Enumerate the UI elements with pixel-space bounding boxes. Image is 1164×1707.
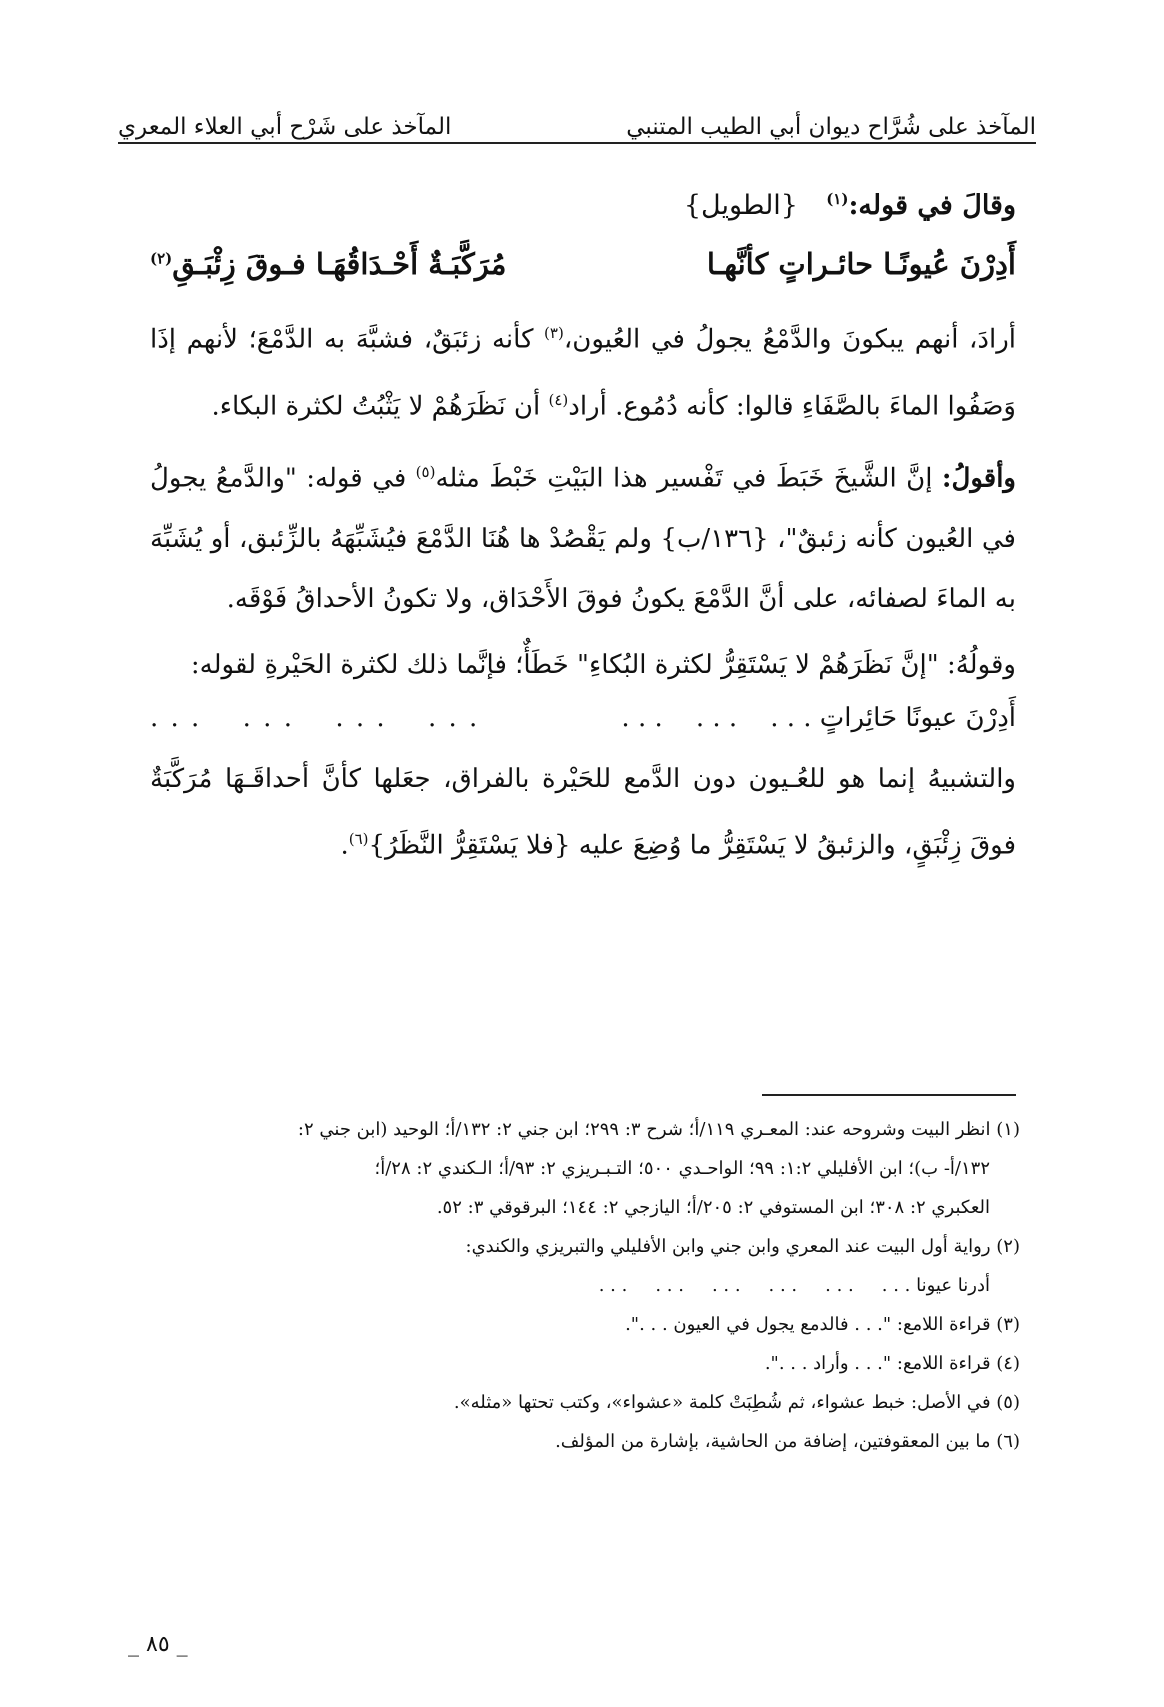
quoted-second-dots-3: . . . [242,702,294,733]
para3-text: وقولُهُ: "إنَّ نَظَرَهُمْ لا يَسْتَقِرُّ لكثرة البُكاءِ" خَطَأٌ؛ فإنَّما ذلك لكثرة الحَيْرةِ لقوله: [190,649,1016,680]
footnote-ref-5: (٥) [415,463,436,482]
footnote-ref-6: (٦) [348,829,369,848]
main-text [150,190,1016,882]
quoted-second-dots-1: . . . [427,702,480,733]
footnote-3: (٣) قراءة اللامع: ". . . فالدمع يجول في العيون . . .". [625,1314,1020,1335]
footnote-ref-1: (١) [826,190,849,208]
footnote-2-verse-text: أدرنا عيونا . . . [881,1275,990,1296]
page-number: _ ٨٥ _ [128,1632,188,1657]
quoted-second-dots-2: . . . [335,702,387,733]
header-book-title: المآخذ على شُرَّاح ديوان أبي الطيب المتنبي [626,114,1036,140]
quoted-first-text: أَدِرْنَ عيونًا حَائِراتٍ . . . [770,702,1016,733]
quoted-first-hemistich [621,703,1016,733]
footnote-2-dots-3: . . . [711,1275,741,1296]
footnote-rule [762,1094,1016,1096]
footnote-1-line-3: العكبري ٢: ٣٠٨؛ ابن المستوفي ٢: ٢٠٥/أ؛ اليازجي ٢: ١٤٤؛ البرقوقي ٣: ٥٢. [436,1197,990,1218]
footnote-4: (٤) قراءة اللامع: ". . . وأراد . . .". [764,1353,1020,1374]
paragraph-2 [150,442,1016,629]
verse-intro [150,190,1016,221]
footnote-2-dots-1: . . . [825,1275,854,1296]
quoted-verse [150,703,1016,733]
footnotes [150,1110,1020,1461]
footnote-ref-3: (٣) [544,324,564,342]
verse-second-hemistich [150,247,506,281]
footnote-1-line-1: (١) انظر البيت وشروحه عند: المعـري ١١٩/أ؛ شرح ٣: ٢٩٩؛ ابن جني ٢: ١٣٢/أ؛ الوحيد (ابن جني ٢: [297,1119,1020,1140]
verse-second-text: مُرَكَّبَـةٌ أَحْـدَاقُهَـا فـوقَ زِئْبَـقِ [172,247,507,281]
quoted-second-dots-4: . . . [150,702,202,733]
main-verse [150,247,1016,281]
footnote-2-dots-4: . . . [655,1275,684,1296]
intro-text: وقالَ في قوله: [848,190,1016,221]
footnote-1-line-2: ١٣٢/أ- ب)؛ ابن الأفليلي ١:٢: ٩٩؛ الواحـدي ٥٠٠؛ التـبـريزي ٢: ٩٣/أ؛ الـكندي ٢: ٢٨/أ؛ [374,1158,990,1179]
paragraph-3 [150,635,1016,695]
para2-lead: وأقولُ: [941,463,1016,494]
footnote-ref-4: (٤) [548,390,569,409]
paragraph-4 [150,749,1016,876]
paragraph-1 [150,303,1016,436]
footnote-ref-2: (٢) [150,249,173,268]
quoted-first-dots-1: . . . [695,702,738,733]
footnote-6: (٦) ما بين المعقوفتين، إضافة من الحاشية، بإشارة من المؤلف. [555,1431,1020,1452]
footnote-2-dots-2: . . . [768,1275,798,1296]
meter-name: {الطويل} [683,190,798,221]
footnote-2-dots-5: . . . [598,1275,628,1296]
footnote-2-verse [150,1266,1020,1305]
running-header [118,96,1036,140]
para1-part-1: أرادَ، أنهم يبكونَ والدَّمْعُ يجولُ في العُيون، [563,324,1017,355]
footnote-5: (٥) في الأصل: خبط عشواء، ثم شُطِبَتْ كلمة «عشواء»، وكتب تحتها «مثله». [453,1392,1020,1413]
verse-first-hemistich: أَدِرْنَ عُيونًـا حائـراتٍ كأنَّهـا [706,247,1016,281]
header-rule [118,142,1036,144]
para1-part-2: كأنه زئبَقٌ، فشبَّهَ به الدَّمْعَ؛ لأنهم إذَا وَصَفُوا الماءَ بالصَّفَاءِ قالوا: كأنه دُمُوع. أراد [150,324,1016,422]
para4-part-2: . [340,830,349,861]
quoted-first-dots-2: . . . [621,702,663,733]
para4-part-1: والتشبيهُ إنما هو للعُـيون دون الدَّمع للحَيْرة بالفراق، جعَلها كأنَّ أحداقَـهَا مُرَكَّبَةٌ فوقَ زِئْبَقٍ، والزئبقُ لا يَسْتَقِرُّ ما وُضِعَ عليه {فلا يَسْتَقِرُّ النَّظَرُ} [150,763,1016,861]
para1-part-3: أن نَظَرَهُمْ لا يَثْبُتُ لكثرة البكاء. [211,391,549,422]
para2-part-1: إنَّ الشَّيخَ خَبَطَ في تَفْسير هذا البَيْتِ خَبْطَ مثله [435,463,942,494]
para2-part-2: في قوله: "والدَّمعُ يجولُ في العُيون كأنه زئبقٌ"، {١٣٦/ب} ولم يَقْصُدْ ها هُنَا الدَّمْعَ فيُشَبِّهَهُ بالزِّئبق، أو يُشَبِّهَ به الماءَ لصفائه، على أنَّ الدَّمْعَ يكونُ فوقَ الأَحْدَاق، ولا تكونُ الأحداقُ فَوْقَه. [150,463,1016,614]
header-chapter-title: المآخذ على شَرْح أبي العلاء المعري [118,114,452,140]
footnote-2: (٢) رواية أول البيت عند المعري وابن جني وابن الأفليلي والتبريزي والكندي: [465,1236,1020,1257]
quoted-second-hemistich [150,703,479,733]
